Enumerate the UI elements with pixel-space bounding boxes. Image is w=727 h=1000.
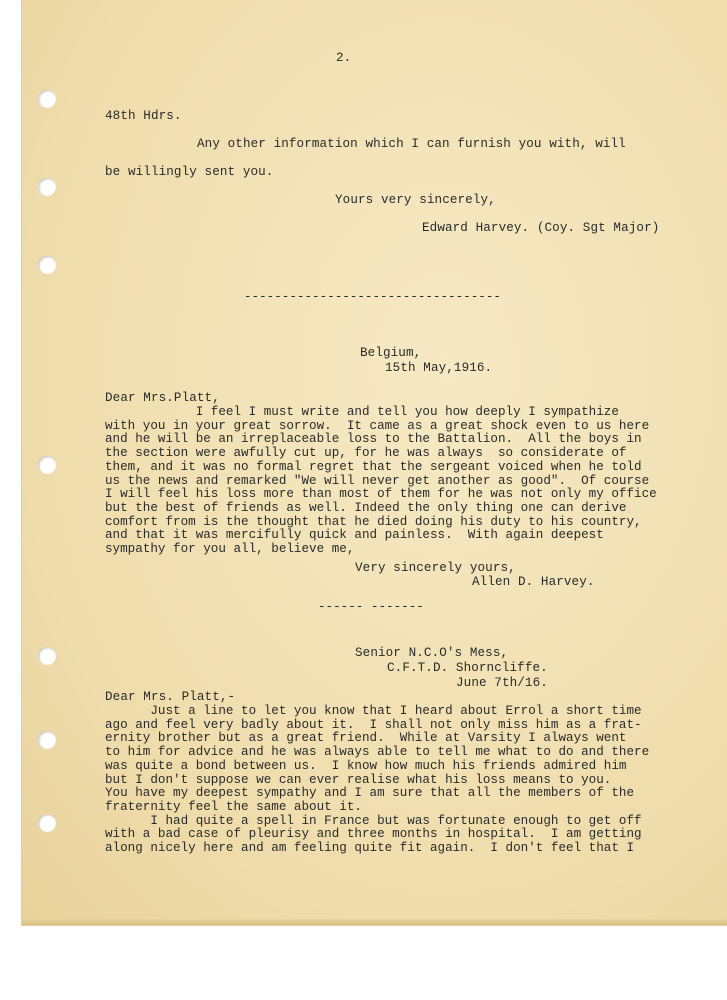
letter2-body <box>105 406 657 557</box>
letter2-body-line: us the news and remarked "We will never get another as good". Of course <box>105 473 650 488</box>
letter2-body-line: and that it was mercifully quick and painless. With again deepest <box>105 528 604 543</box>
letter2-body-line: them, and it was no formal regret that the sergeant voiced when he told <box>105 459 642 474</box>
header-fragment: 48th Hdrs. <box>105 109 182 123</box>
letter3-body-line: but I don't suppose we can ever realise what his loss means to you. <box>105 772 612 787</box>
letter3-body-line: fraternity feel the same about it. <box>105 799 362 814</box>
letter2-body-line: I will feel his loss more than most of them for he was not only my office <box>105 487 657 502</box>
punch-hole <box>38 731 56 749</box>
punch-hole <box>38 647 56 665</box>
letter3-body-line: ernity brother but as a great friend. While at Varsity I always went <box>105 731 627 746</box>
letter2-body-line: sympathy for you all, believe me, <box>105 542 355 557</box>
separator-line: ---------------------------------- <box>244 290 501 304</box>
letter2-body-line: the section were awfully cut up, for he was always so considerate of <box>105 446 627 461</box>
letter2-closing: Very sincerely yours, <box>355 561 516 575</box>
letter2-body-line: with you in your great sorrow. It came as a great shock even to us here <box>105 418 650 433</box>
letter2-signature: Allen D. Harvey. <box>472 575 595 589</box>
letter2-place: Belgium, <box>360 346 422 360</box>
punch-hole <box>38 256 56 274</box>
punch-hole <box>38 814 56 832</box>
letter3-address1: Senior N.C.O's Mess, <box>355 646 509 660</box>
letter3-body-line: was quite a bond between us. I know how much his friends admired him <box>105 758 627 773</box>
letter1-closing: Yours very sincerely, <box>335 193 496 207</box>
letter2-body-line: comfort from is the thought that he died doing his duty to his country, <box>105 514 642 529</box>
letter2-body-line: but the best of friends as well. Indeed the only thing one can derive <box>105 500 627 515</box>
letter3-body-line: You have my deepest sympathy and I am sure that all the members of the <box>105 786 635 801</box>
letter1-line2: be willingly sent you. <box>105 165 274 179</box>
letter3-body-line: ago and feel very badly about it. I shall not only miss him as a frat- <box>105 717 642 732</box>
letter3-body <box>105 705 649 856</box>
letter3-body-line: with a bad case of pleurisy and three months in hospital. I am getting <box>105 827 642 842</box>
page-number: 2. <box>336 51 352 65</box>
punch-hole <box>38 90 56 108</box>
letter3-body-line: Just a line to let you know that I heard about Errol a short time <box>105 704 642 718</box>
letter3-body-line: to him for advice and he was always able to tell me what to do and there <box>105 745 650 760</box>
letter2-body-line: and he will be an irreplaceable loss to the Battalion. All the boys in <box>105 432 642 447</box>
letter3-date: June 7th/16. <box>456 676 548 690</box>
letter3-salutation: Dear Mrs. Platt,- <box>105 690 236 704</box>
letter1-line1: Any other information which I can furnish you with, will <box>197 137 626 151</box>
letter3-body-line: I had quite a spell in France but was fortunate enough to get off <box>105 813 642 828</box>
letter3-body-line: along nicely here and am feeling quite fit again. I don't feel that I <box>105 841 635 856</box>
letter2-date: 15th May,1916. <box>385 361 493 375</box>
letter2-body-line: I feel I must write and tell you how deeply I sympathize <box>105 405 619 419</box>
letter1-signature: Edward Harvey. (Coy. Sgt Major) <box>422 221 660 235</box>
punch-hole <box>38 178 56 196</box>
letter2-salutation: Dear Mrs.Platt, <box>105 391 220 405</box>
punch-hole <box>38 456 56 474</box>
separator-line: ------ ------- <box>318 600 424 614</box>
letter3-address2: C.F.T.D. Shorncliffe. <box>387 661 548 675</box>
